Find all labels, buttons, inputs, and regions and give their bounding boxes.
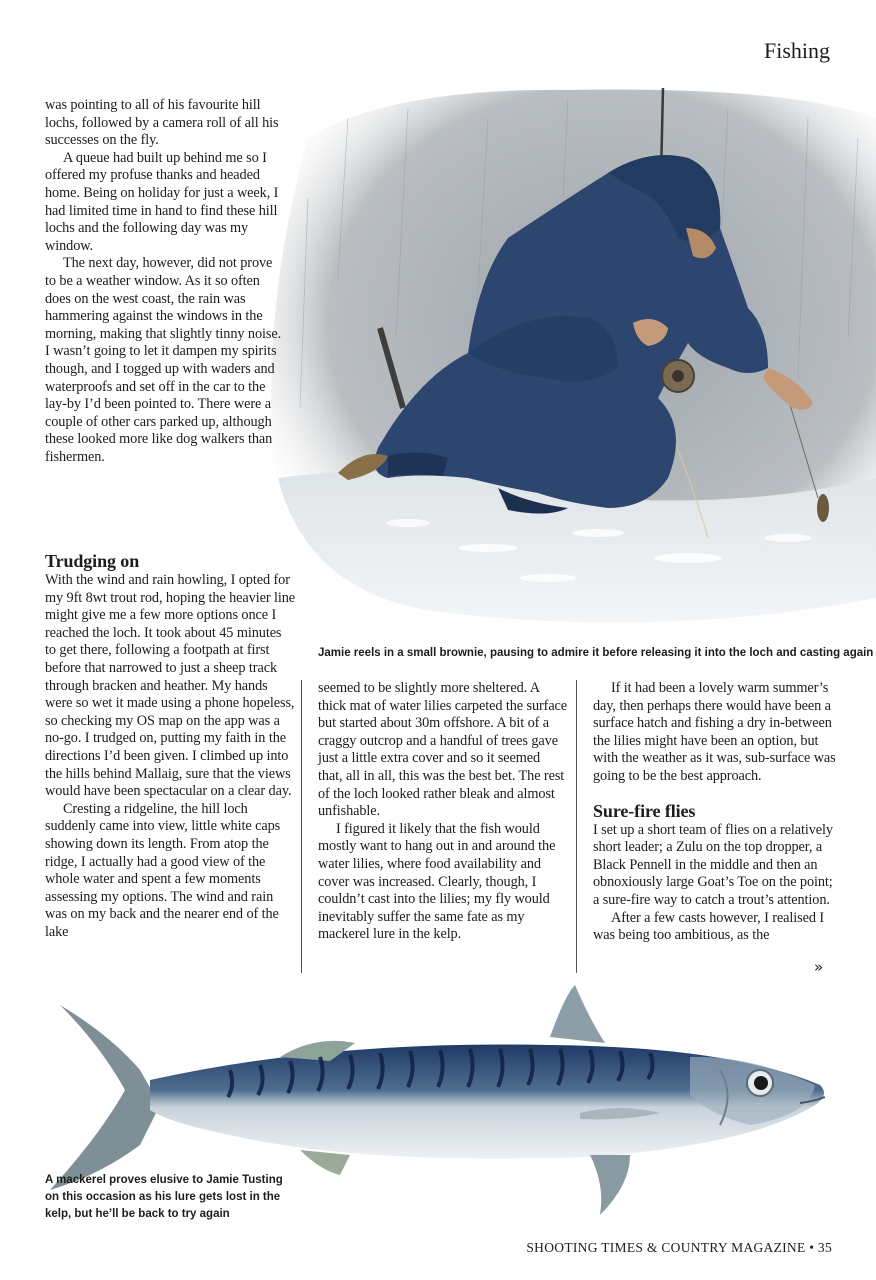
paragraph: After a few casts however, I realised I was being too ambitious, as the (593, 909, 825, 944)
paragraph: Cresting a ridgeline, the hill loch suddenly came into view, little white caps showing down its length. From atop the ridge, I actually had a good view of the whole water and spent a few moments assessing my options. The wind and rain was on my back and the nearer end of the lake (45, 800, 281, 940)
column-divider (301, 680, 302, 973)
paragraph: A queue had built up behind me so I offered my profuse thanks and headed home. Being on holiday for just a week, I had limited time in hand to find these hill lochs and the following day was my window. (45, 149, 279, 254)
paragraph: With the wind and rain howling, I opted for my 9ft 8wt trout rod, hoping the heavier line might give me a few more options once I reached the loch. It took about 45 minutes to get there, following a footpath at first before that narrowed to just a sheep track through bracken and heather. My hands were so wet it made using a phone hopeless, so checking my OS map on the app was a no-go. I trudged on, putting my faith in the directions I’d been given. I climbed up into the hills behind Mallaig, sure that the views would have been spectacular on a clear day. (45, 572, 296, 800)
section-label: Fishing (763, 38, 830, 63)
column-3 (593, 680, 841, 945)
subheading-sure-fire-flies: Sure-fire flies (593, 800, 696, 821)
mackerel-caption: A mackerel proves elusive to Jamie Tusting on this occasion as his lure gets lost in the kelp, but he’ll be back to try again (45, 1174, 283, 1220)
page-footer: SHOOTING TIMES & COUNTRY MAGAZINE • 35 (526, 1240, 832, 1255)
paragraph: I figured it likely that the fish would mostly want to hang out in and around the water lilies, where food availability and cover was increased. Clearly, though, I couldn’t cast into the lilies; my fly would inevitably suffer the same fate as my mackerel lure in the kelp. (318, 820, 556, 943)
column-2 (318, 680, 568, 944)
column-divider (576, 680, 577, 973)
double-chevron-right-icon: » (814, 958, 824, 976)
paragraph: The next day, however, did not prove to be a weather window. As it so often does on the west coast, the rain was hammering against the windows in the morning, making that slightly tinny noise. I wasn’t going to let it dampen my spirits though, and I togged up with waders and waterproofs and set off in the car to the lay-by I’d been pointed to. There were a couple of other cars parked up, although these looked more like dog walkers than fishermen. (45, 255, 282, 465)
paragraph: seemed to be slightly more sheltered. A thick mat of water lilies carpeted the surface but started about 30m offshore. A bit of a craggy outcrop and a handful of trees gave just a little extra cover and so it seemed that, all in all, this was the best bet. The rest of the loch looked rather bleak and almost unfishable. (318, 680, 568, 820)
paragraph: was pointing to all of his favourite hill lochs, followed by a camera roll of all his successes on the fly. (45, 97, 279, 149)
column-1-top (45, 97, 285, 466)
column-1-bottom (45, 536, 295, 941)
angler-caption: Jamie reels in a small brownie, pausing to admire it before releasing it into the loch and casting again (318, 647, 874, 659)
paragraph: I set up a short team of flies on a relatively short leader; a Zulu on the top dropper, a Black Pennell in the middle and then an obnoxiously large Goat’s Toe on the point; a sure-fire way to catch a trout’s attention. (593, 821, 833, 908)
subheading-trudging-on: Trudging on (45, 551, 140, 571)
paragraph: If it had been a lovely warm summer’s day, then perhaps there would have been a surface hatch and fishing a dry in-between the lilies might have been an option, but with the weather as it was, sub-surface was going to be the best approach. (593, 680, 836, 784)
angler-illustration (268, 78, 876, 633)
